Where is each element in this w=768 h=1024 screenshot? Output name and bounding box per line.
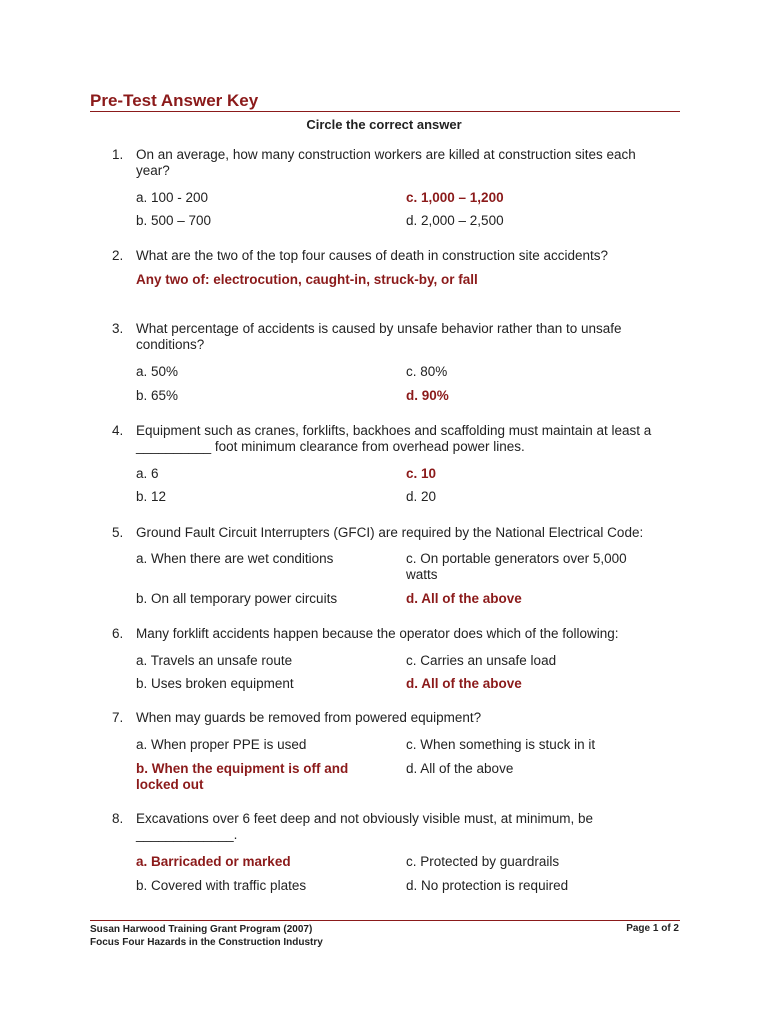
footer-divider	[90, 920, 680, 921]
q8-option-c: c. Protected by guardrails	[406, 854, 560, 869]
question-number: 8.	[112, 811, 124, 826]
q3-option-a: a. 50%	[136, 364, 179, 379]
question-number: 2.	[112, 248, 124, 263]
q2-answer: Any two of: electrocution, caught-in, struck-by, or fall	[136, 272, 478, 287]
question-text: Many forklift accidents happen because the operator does which of the following:	[136, 626, 619, 641]
q5-option-b: b. On all temporary power circuits	[136, 591, 338, 606]
q6-option-a: a. Travels an unsafe route	[136, 653, 293, 668]
q5-option-a: a. When there are wet conditions	[136, 551, 334, 566]
q3-option-c: c. 80%	[406, 364, 448, 379]
instructions: Circle the correct answer	[306, 117, 462, 132]
q1-option-a: a. 100 - 200	[136, 190, 209, 205]
q7-option-c: c. When something is stuck in it	[406, 737, 596, 752]
question-text: What percentage of accidents is caused by unsafe behavior rather than to unsafe conditions?	[136, 321, 622, 352]
q4-option-a: a. 6	[136, 466, 159, 481]
question-number: 3.	[112, 321, 124, 336]
q8-option-b: b. Covered with traffic plates	[136, 878, 307, 893]
footer-program: Susan Harwood Training Grant Program (2007)	[90, 924, 313, 935]
q3-option-b: b. 65%	[136, 388, 179, 403]
question-text: When may guards be removed from powered equipment?	[136, 710, 482, 725]
question-text: Equipment such as cranes, forklifts, backhoes and scaffolding must maintain at least a __________ foot minimum clearance from overhead power lines.	[136, 423, 652, 454]
question-number: 6.	[112, 626, 124, 641]
question-number: 4.	[112, 423, 124, 438]
question-text: Ground Fault Circuit Interrupters (GFCI) are required by the National Electrical Code:	[136, 525, 644, 540]
q6-option-d-correct: d. All of the above	[406, 676, 522, 691]
q6-option-c: c. Carries an unsafe load	[406, 653, 557, 668]
q5-option-c: c. On portable generators over 5,000 watts	[406, 551, 627, 582]
page-title: Pre-Test Answer Key	[90, 91, 259, 110]
footer-program-info	[90, 923, 323, 949]
q3-option-d-correct: d. 90%	[406, 388, 449, 403]
question-number: 5.	[112, 525, 124, 540]
q1-option-b: b. 500 – 700	[136, 213, 212, 228]
q4-option-d: d. 20	[406, 489, 437, 504]
title-divider	[90, 111, 680, 112]
q4-option-b: b. 12	[136, 489, 167, 504]
question-number: 7.	[112, 710, 124, 725]
q6-option-b: b. Uses broken equipment	[136, 676, 294, 691]
q5-option-d-correct: d. All of the above	[406, 591, 522, 606]
q1-option-c-correct: c. 1,000 – 1,200	[406, 190, 504, 205]
q4-option-c-correct: c. 10	[406, 466, 437, 481]
q8-option-a-correct: a. Barricaded or marked	[136, 854, 291, 869]
question-text: Excavations over 6 feet deep and not obviously visible must, at minimum, be _____________.	[136, 811, 593, 842]
footer-course: Focus Four Hazards in the Construction Industry	[90, 937, 323, 948]
q1-option-d: d. 2,000 – 2,500	[406, 213, 504, 228]
q7-option-a: a. When proper PPE is used	[136, 737, 307, 752]
q8-option-d: d. No protection is required	[406, 878, 569, 893]
question-text: What are the two of the top four causes of death in construction site accidents?	[136, 248, 609, 263]
q7-option-d: d. All of the above	[406, 761, 514, 776]
question-number: 1.	[112, 147, 124, 162]
page-number: Page 1 of 2	[626, 923, 679, 934]
q7-option-b-correct: b. When the equipment is off and locked out	[136, 761, 349, 792]
question-text: On an average, how many construction workers are killed at construction sites each year?	[136, 147, 636, 178]
